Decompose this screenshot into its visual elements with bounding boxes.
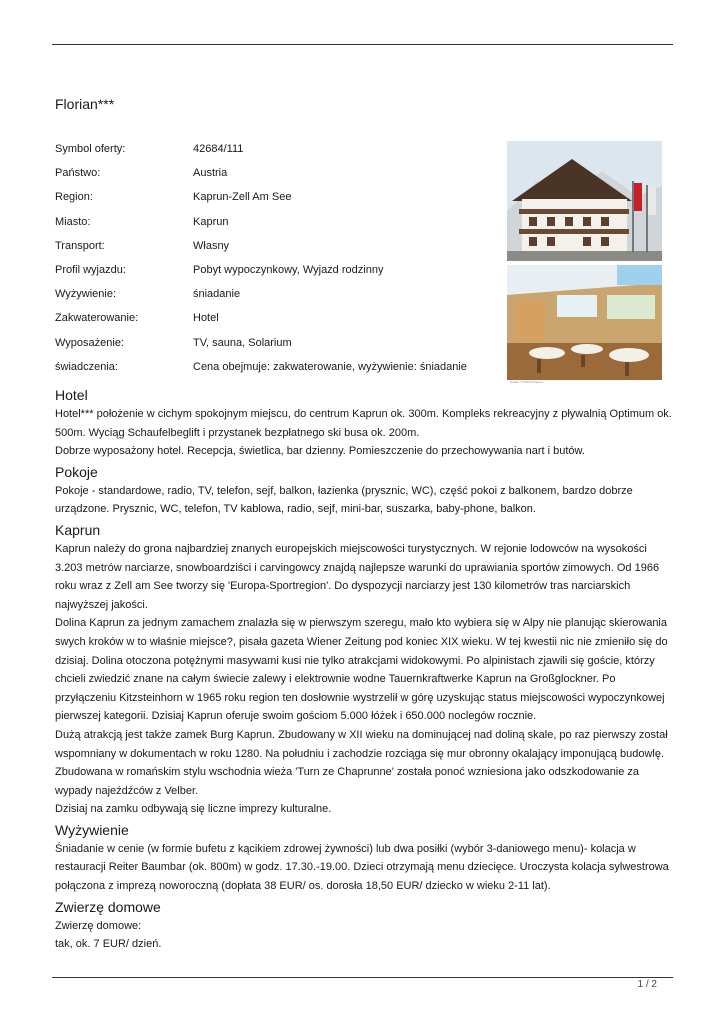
offer-value: Kaprun-Zell Am See [193, 191, 292, 204]
offer-value: śniadanie [193, 288, 241, 301]
hotel-exterior-photo [507, 141, 662, 261]
section-heading: Zwierzę domowe [55, 898, 161, 915]
offer-label: Profil wyjazdu: [55, 263, 126, 276]
offer-label: Wyżywienie: [55, 288, 117, 301]
section-paragraph: Dobrze wyposażony hotel. Recepcja, świetlica, bar dzienny. Pomieszczenie do przechowywania nart i butów. [55, 445, 585, 458]
offer-value: Austria [193, 167, 228, 180]
section-paragraph: Dużą atrakcją jest także zamek Burg Kaprun. Zbudowany w XII wieku na dominującej nad doliną skale, po raz pierwszy został wspomniany w dokumentach w roku 1280. Na południu i zachodzie rozciąga się mur obronny okalający imponującą budowlę. Zbudowana w romańskim stylu wschodnia wieża 'Turn ze Chaprunne' została ponoć wzniesiona jako odszkodowanie za wypady najeźdźców z Velber. [55, 728, 668, 797]
section-heading: Hotel [55, 387, 88, 403]
offer-value: Hotel [193, 312, 219, 325]
offer-value: Własny [193, 239, 230, 252]
section-paragraph: Hotel*** położenie w cichym spokojnym miejscu, do centrum Kaprun ok. 300m. Kompleks rekreacyjny z pływalnią Optimum ok. 500m. Wyciąg Schaufelbeglift i przystanek bezpłatnego ski busa ok. 200m. [55, 408, 672, 439]
section-heading: Kaprun [55, 521, 101, 538]
section-heading: Wyżywienie [55, 821, 129, 838]
header-rule [52, 44, 673, 45]
page-number: 1 / 2 [637, 979, 657, 990]
offer-label: Wyposażenie: [55, 336, 124, 349]
offer-value: 42684/111 [193, 143, 244, 155]
offer-label: Region: [55, 191, 93, 204]
offer-value: TV, sauna, Solarium [193, 336, 292, 349]
offer-row [55, 213, 495, 237]
offer-label: świadczenia: [55, 360, 118, 373]
photo-caption: Quelle: © Florian Kaprun [510, 380, 544, 384]
offer-value: Pobyt wypoczynkowy, Wyjazd rodzinny [193, 263, 384, 276]
description-content [55, 384, 675, 954]
section-paragraph: Śniadanie w cenie (w formie bufetu z kącikiem zdrowej żywności) lub dwa posiłki (wybór 3-daniowego menu)- kolacja w restauracji Reiter Baumbar (ok. 800m) w godz. 17.30.-19.00. Dzieci otrzymają menu dziecięce. Uroczysta kolacja sylwestrowa połączona z imprezą noworoczną (dopłata 38 EUR/ os. dorosła 18,50 EUR/ dziecko w wieku 2-11 lat). [55, 842, 669, 893]
offer-row [55, 237, 495, 261]
offer-row [55, 261, 495, 285]
offer-details [55, 140, 495, 382]
offer-row [55, 285, 495, 309]
section-paragraph: tak, ok. 7 EUR/ dzień. [55, 938, 162, 951]
section-paragraph: Pokoje - standardowe, radio, TV, telefon, sejf, balkon, łazienka (prysznic, WC), część pokoi z balkonem, bardzo dobrze urządzone. Prysznic, WC, telefon, TV kablowa, radio, sejf, mini-bar, suszarka, baby-phone, balkon. [55, 484, 633, 516]
offer-value: Kaprun [193, 215, 229, 228]
offer-row [55, 140, 495, 164]
section-paragraph: Dzisiaj na zamku odbywają się liczne imprezy kulturalne. [55, 803, 332, 816]
section-paragraph: Zwierzę domowe: [55, 919, 142, 932]
offer-row [55, 309, 495, 333]
offer-row [55, 358, 495, 382]
page-title: Florian*** [55, 96, 115, 112]
offer-row [55, 188, 495, 212]
hotel-restaurant-photo [507, 265, 662, 380]
section-paragraph: Dolina Kaprun za jednym zamachem znalazła się w pierwszym szeregu, mało kto wybiera się w Alpy nie planując skierowania swych kroków w to właśnie miejsce?, pisała gazeta Wiener Zeitung pod koniec XIX wieku. W tej kwestii nic nie zmieniło się do dzisiaj. Dolina otoczona potężnymi masywami kusi nie tylko atrakcjami widokowymi. Po alpinistach zjawili się goście, którzy chcieli zwiedzić znane na całym świecie zalewy i elektrownie wodne Tauernkraftwerke Kaprun na Großglockner. Po przyłączeniu Kitzsteinhorn w 1965 roku region ten dosłownie wystrzelił w górę uzyskując status miejscowości wypoczynkowej pierwszej kategorii. Dzisiaj Kaprun oferuje swoim gościom 5.000 łóżek i 650.000 noclegów rocznie. [55, 617, 668, 723]
offer-label: Zakwaterowanie: [55, 312, 139, 325]
offer-row [55, 164, 495, 188]
offer-label: Transport: [55, 239, 105, 252]
offer-row [55, 334, 495, 358]
footer-rule [52, 977, 673, 978]
offer-value: Cena obejmuje: zakwaterowanie, wyżywienie: śniadanie [193, 360, 467, 373]
offer-label: Symbol oferty: [55, 143, 126, 155]
offer-label: Miasto: [55, 215, 91, 228]
section-heading: Pokoje [55, 463, 98, 480]
offer-label: Państwo: [55, 167, 101, 180]
section-paragraph: Kaprun należy do grona najbardziej znanych europejskich miejscowości turystycznych. W rejonie lodowców na wysokości 3.203 metrów narciarze, snowboardziści i carvingowcy znajdą najlepsze warunki do uprawiania sportów zimowych. Od 1966 roku wraz z Zell am See tworzy się 'Europa-Sportregion'. Do dyspozycji narciarzy jest 130 kilometrów tras narciarskich najwyższej jakości. [55, 542, 660, 611]
